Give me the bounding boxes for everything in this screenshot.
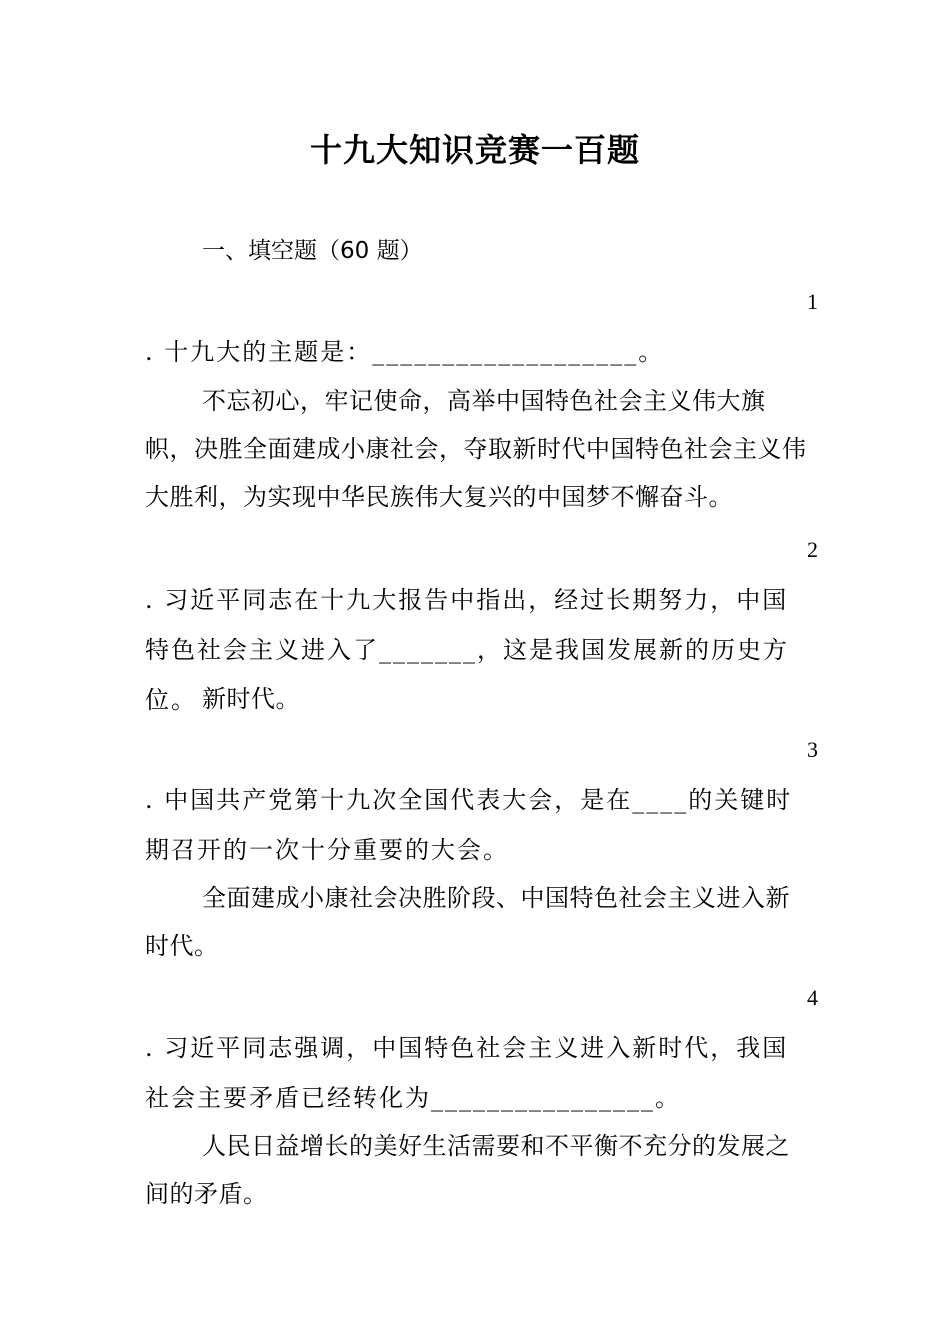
question-text: . 中国共产党第十九次全国代表大会，是在____的关键时期召开的一次十分重要的大会。 — [145, 786, 793, 864]
question-number: 2 — [807, 537, 818, 562]
question-number: 4 — [807, 985, 818, 1010]
section-heading: 一、填空题（60 题） — [202, 238, 423, 264]
question-number: 1 — [807, 289, 818, 314]
question-number: 3 — [807, 737, 818, 762]
answer-text: 人民日益增长的美好生活需要和不平衡不充分的发展之间的矛盾。 — [145, 1132, 790, 1208]
answer-text: 全面建成小康社会决胜阶段、中国特色社会主义进入新时代。 — [145, 884, 790, 960]
question-text: . 十九大的主题是：___________________。 — [145, 338, 665, 366]
page-title: 十九大知识竞赛一百题 — [309, 131, 640, 169]
question-text: . 习近平同志在十九大报告中指出，经过长期努力，中国特色社会主义进入了_______，这是我国发展新的历史方位。 — [145, 586, 789, 714]
answer-text: 不忘初心，牢记使命，高举中国特色社会主义伟大旗帜，决胜全面建成小康社会，夺取新时代中国特色社会主义伟大胜利，为实现中华民族伟大复兴的中国梦不懈奋斗。 — [145, 387, 807, 511]
question-text: . 习近平同志强调，中国特色社会主义进入新时代，我国社会主要矛盾已经转化为________________。 — [145, 1034, 789, 1112]
answer-text: 新时代。 — [202, 685, 300, 713]
